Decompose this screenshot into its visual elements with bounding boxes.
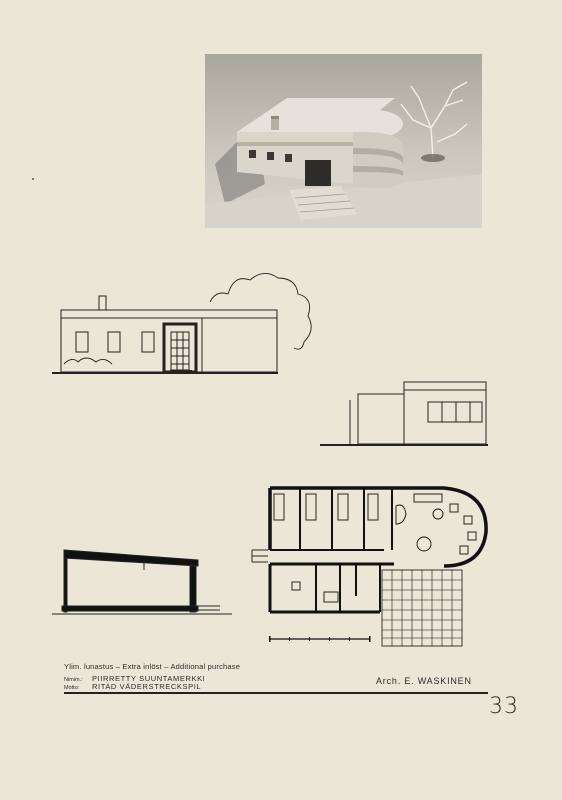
house-model-photo-svg [205, 54, 482, 228]
speck [32, 178, 34, 180]
footer-rule [64, 692, 488, 694]
floor-plan-drawing [244, 484, 494, 650]
additional-purchase-caption: Ylim. lunastus – Extra inlöst – Additional purchase [64, 662, 241, 671]
model-photograph [205, 54, 482, 228]
section-drawing [52, 548, 232, 618]
motto-label: Motto: [64, 685, 80, 691]
architect-credit: Arch. E. WASKINEN [376, 676, 472, 686]
pseudonym-value: PIIRRETTY SUUNTAMERKKI [92, 674, 206, 683]
side-elevation-drawing [320, 378, 490, 450]
motto-value: RITAD VÄDERSTRECKSPIL [92, 682, 202, 691]
front-elevation-drawing [52, 268, 316, 378]
page-number: 33 [489, 694, 519, 719]
motto-row [64, 682, 201, 691]
pseudonym-label: Nimim.: [64, 677, 83, 683]
